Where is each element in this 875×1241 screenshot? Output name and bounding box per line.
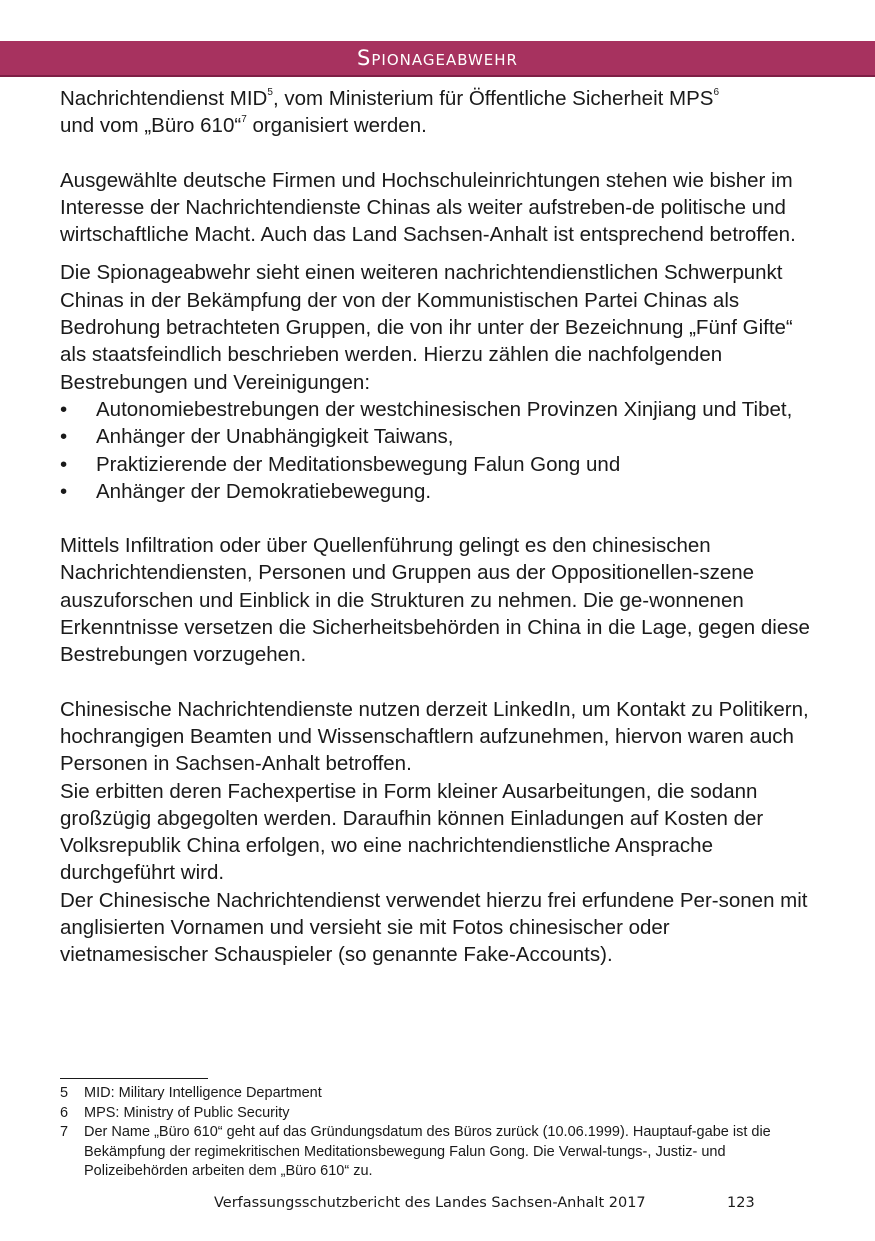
list-item-text: Autonomiebestrebungen der westchinesischen Provinzen Xinjiang und Tibet,	[96, 397, 793, 421]
footnote-text: MPS: Ministry of Public Security	[84, 1104, 290, 1121]
footnote-text: MID: Military Intelligence Department	[84, 1085, 322, 1101]
footnote-number: 7	[60, 1124, 69, 1140]
list-item-text: Anhänger der Unabhängigkeit Taiwans,	[96, 425, 454, 449]
main-body	[60, 85, 820, 969]
footnote-number: 5	[60, 1085, 69, 1101]
footnote-ref-5: 5	[267, 87, 273, 98]
footnote-text: Der Name „Büro 610“ geht auf das Gründungsdatum des Büros zurück (10.06.1999). Hauptauf-gabe ist die Bekämpfung der regimekritischen Meditationsbewegung Falun Gong. Die Verwal-tungs-, Justiz- und Polizeibehörden arbeiten dem „Büro 610“ zu.	[84, 1124, 771, 1179]
footnote-7	[60, 1123, 800, 1182]
list-item	[60, 451, 820, 478]
paragraph-intro-part1: Nachrichtendienst MID	[60, 87, 268, 110]
list-item	[60, 478, 820, 505]
paragraph-firms: Ausgewählte deutsche Firmen und Hochschuleinrichtungen stehen wie bisher im Interesse der Nachrichtendienste Chinas als weiter aufstreben-de politische und wirtschaftliche Macht. Auch das Land Sachsen-Anhalt ist entsprechend betroffen.	[60, 168, 796, 247]
list-item	[60, 396, 820, 423]
footnote-ref-6: 6	[713, 87, 720, 98]
bullet-list	[60, 396, 820, 505]
bullet-icon: •	[60, 452, 68, 476]
paragraph-intro-part2: , vom Ministerium für Öffentliche Sicherheit MPS	[272, 87, 714, 110]
page-footer	[0, 1195, 875, 1217]
paragraph-infiltration: Mittels Infiltration oder über Quellenführung gelingt es den chinesischen Nachrichtendiensten, Personen und Gruppen aus der Oppositionellen-szene auszuforschen und Einblick in die Strukturen zu nehmen. Die ge-wonnenen Erkenntnisse versetzen die Sicherheitsbehörden in China in die Lage, gegen diese Bestrebungen vorzugehen.	[60, 534, 810, 667]
bullet-icon: •	[60, 397, 68, 421]
section-title: Spionageabwehr	[357, 46, 518, 70]
footnote-ref-7: 7	[241, 114, 247, 126]
footnote-6	[60, 1104, 800, 1124]
paragraph-intro	[60, 85, 820, 140]
footnote-divider	[60, 1078, 208, 1079]
paragraph-five-poisons: Die Spionageabwehr sieht einen weiteren nachrichtendienstlichen Schwerpunkt Chinas in der Bekämpfung der von der Kommunistischen Partei Chinas als Bedrohung betrachteten Gruppen, die von ihr unter der Bezeichnung „Fünf Gifte“ als staatsfeindlich beschrieben werden. Hierzu zählen die nachfolgenden Bestrebungen und Vereinigungen:	[60, 261, 793, 394]
paragraph-linkedin: Chinesische Nachrichtendienste nutzen derzeit LinkedIn, um Kontakt zu Politikern, hochrangigen Beamten und Wissenschaftlern aufzunehmen, hiervon waren auch Personen in Sachsen-Anhalt betroffen.	[60, 697, 809, 776]
list-item	[60, 423, 820, 450]
footnote-5	[60, 1084, 800, 1104]
footnotes	[60, 1084, 800, 1182]
list-item-text: Praktizierende der Meditationsbewegung Falun Gong und	[96, 452, 621, 476]
footnote-number: 6	[60, 1104, 69, 1121]
paragraph-fake-accounts: Der Chinesische Nachrichtendienst verwendet hierzu frei erfundene Per-sonen mit anglisierten Vornamen und versieht sie mit Fotos chinesischer oder vietnamesischer Schauspieler (so genannte Fake-Accounts).	[60, 888, 808, 967]
footer-title: Verfassungsschutzbericht des Landes Sachsen-Anhalt 2017	[214, 1195, 646, 1211]
paragraph-expertise: Sie erbitten deren Fachexpertise in Form kleiner Ausarbeitungen, die sodann großzügig abgegolten werden. Daraufhin können Einladungen auf Kosten der Volksrepublik China erfolgen, wo eine nachrichtendienstliche Ansprache durchgeführt wird.	[60, 779, 764, 885]
paragraph-intro-part3: und vom „Büro 610“	[60, 114, 242, 138]
section-header-bar	[0, 41, 875, 77]
paragraph-intro-part4: organisiert werden.	[246, 114, 427, 138]
bullet-icon: •	[60, 425, 68, 449]
bullet-icon: •	[60, 479, 68, 503]
list-item-text: Anhänger der Demokratiebewegung.	[96, 479, 432, 503]
page-number: 123	[727, 1195, 755, 1211]
